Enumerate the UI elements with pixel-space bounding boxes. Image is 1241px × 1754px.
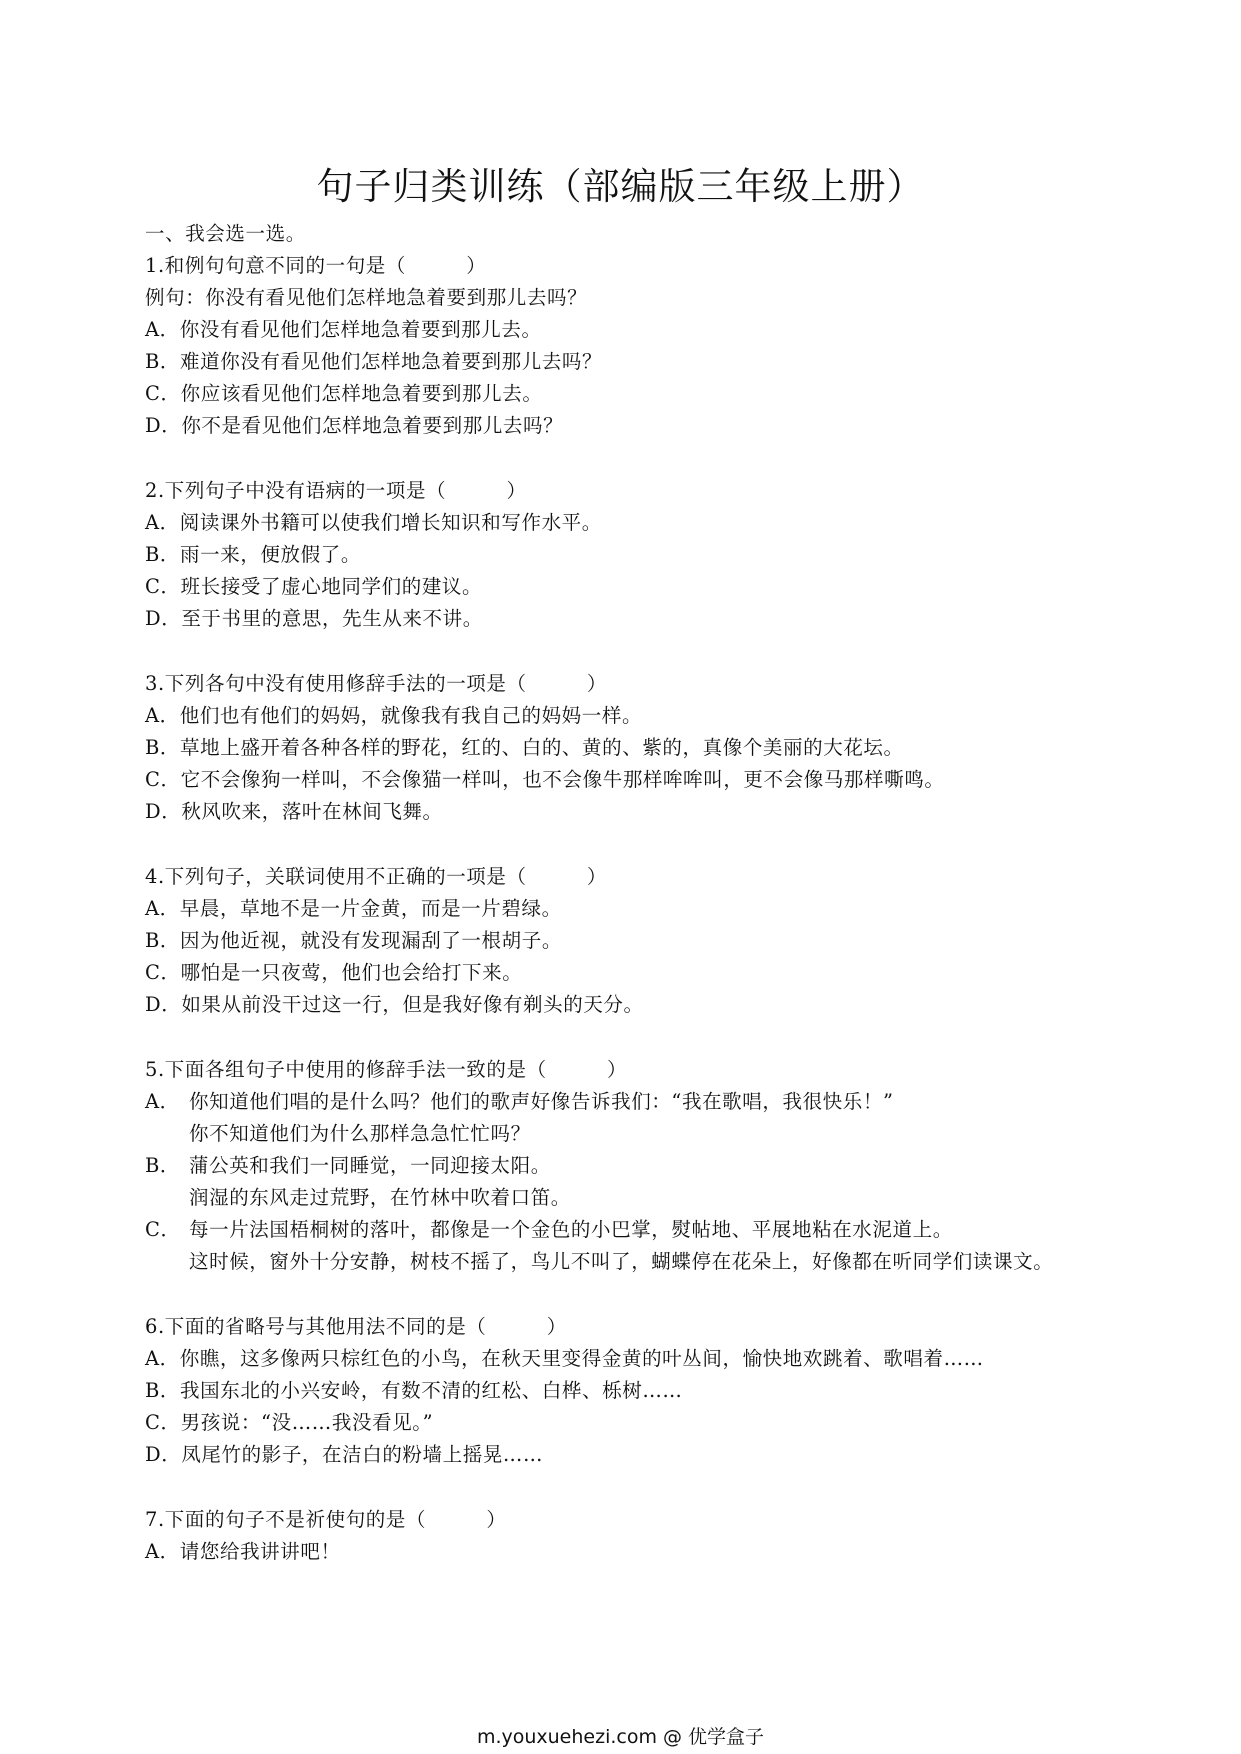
page-title: 句子归类训练（部编版三年级上册） <box>316 165 925 208</box>
option-c: C．哪怕是一只夜莺，他们也会给打下来。 <box>145 961 523 984</box>
question-4 <box>145 861 1155 1021</box>
question-2 <box>145 475 1155 635</box>
spacer <box>145 1021 1155 1054</box>
option-c: C．男孩说：“没……我没看见。” <box>145 1411 434 1434</box>
option-d: D．你不是看见他们怎样地急着要到那儿去吗？ <box>145 414 564 437</box>
option-c-line-2: 这时候，窗外十分安静，树枝不摇了，鸟儿不叫了，蝴蝶停在花朵上，好像都在听同学们读课文。 <box>189 1250 1054 1273</box>
option-c: C．你应该看见他们怎样地急着要到那儿去。 <box>145 382 543 405</box>
spacer <box>145 1278 1155 1311</box>
option-text: 你知道他们唱的是什么吗？他们的歌声好像告诉我们：“我在歌唱，我很快乐！” <box>189 1090 894 1113</box>
option-a: A．你没有看见他们怎样地急着要到那儿去。 <box>145 318 542 341</box>
footer-watermark: m.youxuehezi.com @ 优学盒子 <box>476 1726 765 1748</box>
option-a: A．他们也有他们的妈妈，就像我有我自己的妈妈一样。 <box>145 704 643 727</box>
option-c-line-1 <box>145 1214 1155 1246</box>
option-a-line-2: 你不知道他们为什么那样急急忙忙吗？ <box>189 1122 531 1145</box>
option-b: B．雨一来，便放假了。 <box>145 543 361 566</box>
option-d: D．凤尾竹的影子，在洁白的粉墙上摇晃…… <box>145 1443 544 1466</box>
spacer <box>145 828 1155 861</box>
question-stem: 7.下面的句子不是祈使句的是（ ） <box>145 1508 507 1531</box>
option-b: B．难道你没有看见他们怎样地急着要到那儿去吗？ <box>145 350 603 373</box>
question-stem: 1.和例句句意不同的一句是（ ） <box>145 254 487 277</box>
question-stem: 5.下面各组句子中使用的修辞手法一致的是（ ） <box>145 1058 628 1081</box>
option-b: B．我国东北的小兴安岭，有数不清的红松、白桦、栎树…… <box>145 1379 683 1402</box>
option-d: D．秋风吹来，落叶在林间飞舞。 <box>145 800 443 823</box>
option-a: A．阅读课外书籍可以使我们增长知识和写作水平。 <box>145 511 602 534</box>
spacer <box>145 1471 1155 1504</box>
section-heading: 一、我会选一选。 <box>145 222 306 245</box>
option-c: C．它不会像狗一样叫，不会像猫一样叫，也不会像牛那样哞哞叫，更不会像马那样嘶鸣。 <box>145 768 945 791</box>
spacer <box>145 442 1155 475</box>
option-text: 蒲公英和我们一同睡觉，一同迎接太阳。 <box>189 1154 551 1177</box>
question-3 <box>145 668 1155 828</box>
question-stem: 2.下列句子中没有语病的一项是（ ） <box>145 479 527 502</box>
option-b: B．因为他近视，就没有发现漏刮了一根胡子。 <box>145 929 562 952</box>
option-a-line-1 <box>145 1086 1155 1118</box>
option-b: B．草地上盛开着各种各样的野花，红的、白的、黄的、紫的，真像个美丽的大花坛。 <box>145 736 904 759</box>
option-label: A． <box>145 1090 180 1113</box>
option-label: C． <box>145 1218 181 1241</box>
example-sentence: 例句：你没有看见他们怎样地急着要到那儿去吗？ <box>145 286 588 309</box>
question-5 <box>145 1054 1155 1278</box>
option-label: B． <box>145 1154 181 1177</box>
question-stem: 6.下面的省略号与其他用法不同的是（ ） <box>145 1315 567 1338</box>
option-a: A．请您给我讲讲吧！ <box>145 1540 341 1563</box>
question-stem: 4.下列句子，关联词使用不正确的一项是（ ） <box>145 865 608 888</box>
option-c: C．班长接受了虚心地同学们的建议。 <box>145 575 483 598</box>
option-d: D．至于书里的意思，先生从来不讲。 <box>145 607 483 630</box>
option-b-line-2: 润湿的东风走过荒野，在竹林中吹着口笛。 <box>189 1186 571 1209</box>
question-1 <box>145 250 1155 442</box>
option-text: 每一片法国梧桐树的落叶，都像是一个金色的小巴掌，熨帖地、平展地粘在水泥道上。 <box>189 1218 953 1241</box>
question-stem: 3.下列各句中没有使用修辞手法的一项是（ ） <box>145 672 608 695</box>
spacer <box>145 635 1155 668</box>
option-d: D．如果从前没干过这一行，但是我好像有剃头的天分。 <box>145 993 644 1016</box>
question-6 <box>145 1311 1155 1471</box>
worksheet-content <box>145 218 1155 1568</box>
option-a: A．早晨，草地不是一片金黄，而是一片碧绿。 <box>145 897 562 920</box>
option-a: A．你瞧，这多像两只棕红色的小鸟，在秋天里变得金黄的叶丛间，愉快地欢跳着、歌唱着…… <box>145 1347 984 1370</box>
option-b-line-1 <box>145 1150 1155 1182</box>
question-7 <box>145 1504 1155 1568</box>
